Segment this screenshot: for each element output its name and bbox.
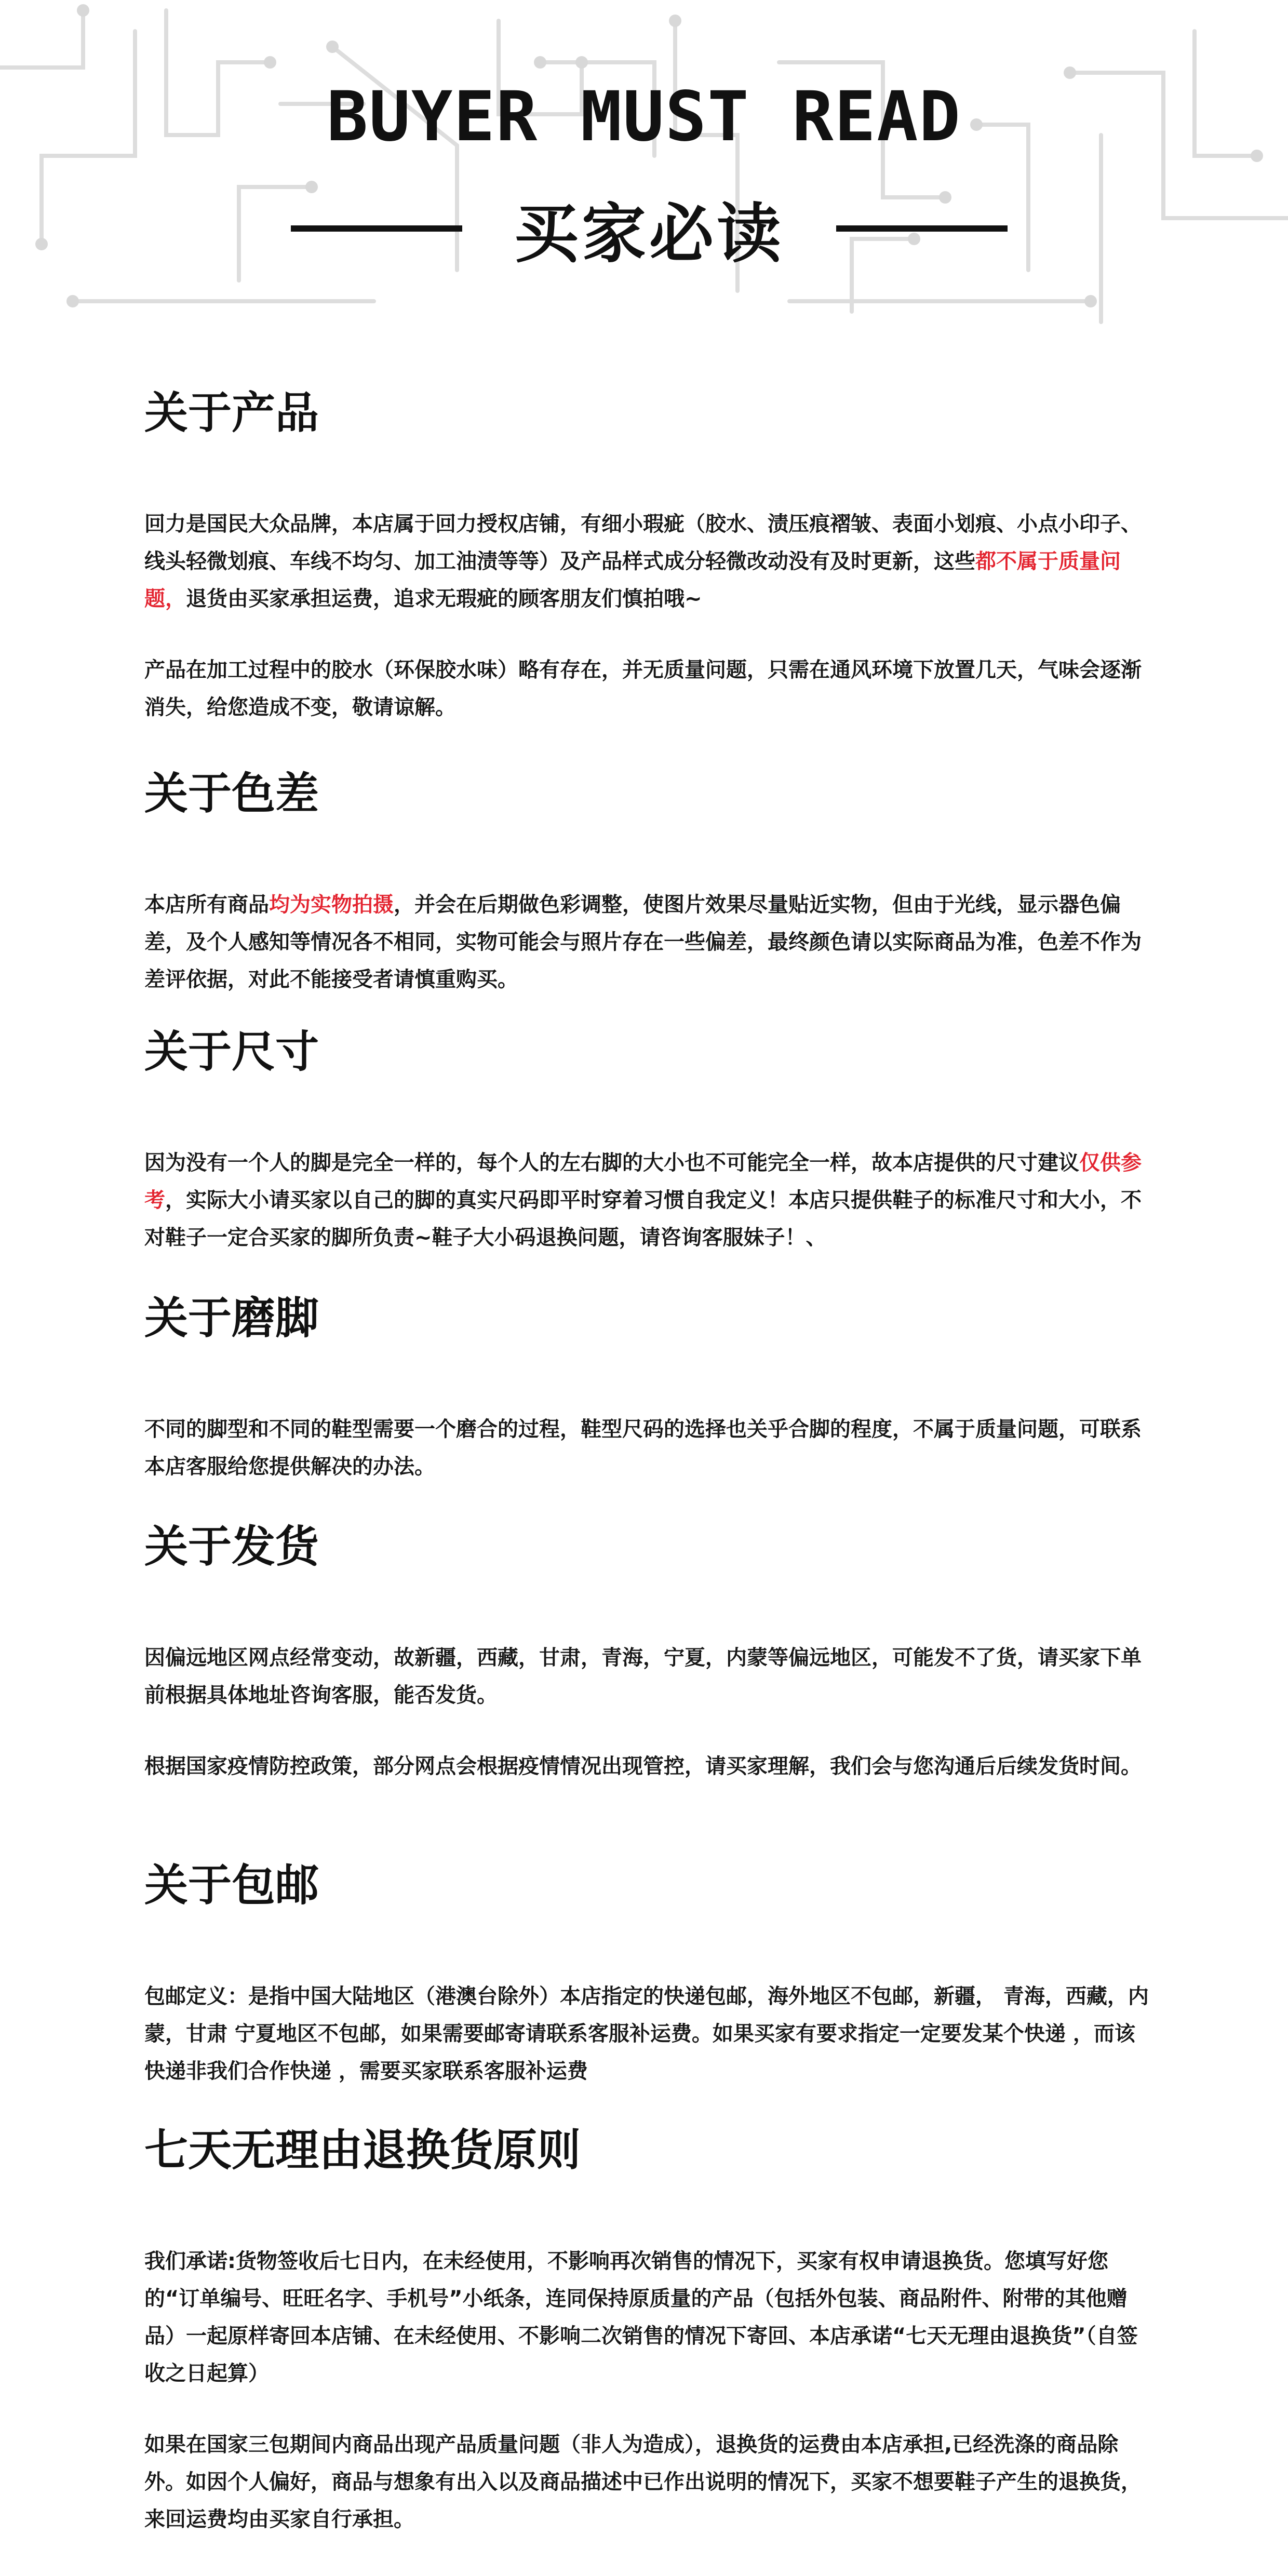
paragraph-text: 如果在国家三包期间内商品出现产品质量问题（非人为造成），退换货的运费由本店承担,已经洗涤的商品除外。如因个人偏好，商品与想象有出入以及商品描述中已作出说明的情况下，买家不想要鞋子产生的退换货，来回运费均由买家自行承担。 <box>144 2433 1142 2531</box>
paragraph-text: 因为没有一个人的脚是完全一样的，每个人的左右脚的大小也不可能完全一样，故本店提供的尺寸建议 <box>144 1151 1079 1175</box>
header-circuit-decoration <box>0 0 1288 332</box>
paragraph-text: 回力是国民大众品牌，本店属于回力授权店铺，有细小瑕疵（胶水、渍压痕褶皱、表面小划痕、小点小印子、线头轻微划痕、车线不均匀、加工油渍等等）及产品样式成分轻微改动没有及时更新，这些 <box>144 512 1142 573</box>
paragraph-text: 不同的脚型和不同的鞋型需要一个磨合的过程，鞋型尺码的选择也关乎合脚的程度，不属于质量问题，可联系本店客服给您提供解决的办法。 <box>144 1417 1142 1479</box>
section-heading: 关于包邮 <box>144 1860 319 1911</box>
paragraph-text: 包邮定义：是指中国大陆地区（港澳台除外）本店指定的快递包邮，海外地区不包邮，新疆， 青海，西藏，内蒙，甘肃 宁夏地区不包邮，如果需要邮寄请联系客服补运费。如果买家有要求指定一定要发某个快递 ，而该快递非我们合作快递 ，需要买家联系客服补运费 <box>144 1984 1149 2083</box>
section-free-shipping <box>144 1859 1152 2090</box>
title-chinese-row <box>291 187 1008 270</box>
section-seven-day-return <box>144 2124 1152 2538</box>
section-heading: 关于产品 <box>144 387 319 438</box>
section-shipping <box>144 1521 1152 1785</box>
section-paragraph <box>144 1639 1152 1714</box>
section-paragraph <box>144 1411 1152 1485</box>
section-paragraph <box>144 2243 1152 2392</box>
section-heading: 关于磨脚 <box>144 1293 319 1344</box>
section-paragraph <box>144 651 1152 726</box>
section-heading: 关于色差 <box>144 768 319 819</box>
title-right-rule <box>836 225 1008 232</box>
section-foot-rubbing <box>144 1292 1152 1485</box>
section-paragraph <box>144 1748 1152 1785</box>
section-paragraph <box>144 886 1152 998</box>
paragraph-text: 因偏远地区网点经常变动，故新疆，西藏，甘肃，青海，宁夏，内蒙等偏远地区，可能发不了货，请买家下单前根据具体地址咨询客服，能否发货。 <box>144 1646 1142 1707</box>
section-product <box>144 387 1152 726</box>
section-paragraph <box>144 2426 1152 2538</box>
paragraph-text: 本店所有商品 <box>144 893 269 917</box>
paragraph-text: 退货由买家承担运费，追求无瑕疵的顾客朋友们慎拍哦~ <box>186 587 702 611</box>
section-paragraph <box>144 1144 1152 1256</box>
highlight-text: 均为实物拍摄 <box>269 893 394 917</box>
highlight-text: 都不属于质量问题， <box>144 549 1121 611</box>
section-color-difference <box>144 768 1152 998</box>
paragraph-text: 我们承诺:货物签收后七日内，在未经使用，不影响再次销售的情况下，买家有权申请退换货。您填写好您的“订单编号、旺旺名字、手机号”小纸条，连同保持原质量的产品（包括外包装、商品附件、附带的其他赠品）一起原样寄回本店铺、在未经使用、不影响二次销售的情况下寄回、本店承诺“七天无理由退换货”（自签收之日起算） <box>144 2249 1138 2385</box>
paragraph-text: 根据国家疫情防控政策，部分网点会根据疫情情况出现管控，请买家理解，我们会与您沟通后后续发货时间。 <box>144 1754 1142 1778</box>
section-heading: 关于发货 <box>144 1521 319 1572</box>
section-paragraph <box>144 505 1152 618</box>
title-english: BUYER MUST READ <box>326 77 962 157</box>
section-size <box>144 1026 1152 1256</box>
paragraph-text: 产品在加工过程中的胶水（环保胶水味）略有存在，并无质量问题，只需在通风环境下放置几天，气味会逐渐消失，给您造成不变，敬请谅解。 <box>144 658 1142 719</box>
title-chinese: 买家必读 <box>514 197 784 272</box>
title-left-rule <box>291 225 462 232</box>
paragraph-text: ，并会在后期做色彩调整，使图片效果尽量贴近实物，但由于光线，显示器色偏差，及个人感知等情况各不相同，实物可能会与照片存在一些偏差，最终颜色请以实际商品为准，色差不作为差评依据，对此不能接受者请慎重购买。 <box>144 893 1142 991</box>
section-heading: 关于尺寸 <box>144 1026 319 1077</box>
section-paragraph <box>144 1978 1152 2090</box>
paragraph-text: ，实际大小请买家以自己的脚的真实尺码即平时穿着习惯自我定义！本店只提供鞋子的标准尺寸和大小，不对鞋子一定合买家的脚所负责~鞋子大小码退换问题，请咨询客服妹子！、 <box>144 1188 1142 1250</box>
section-heading: 七天无理由退换货原则 <box>144 2125 581 2176</box>
highlight-text: 仅供参考 <box>144 1151 1142 1212</box>
